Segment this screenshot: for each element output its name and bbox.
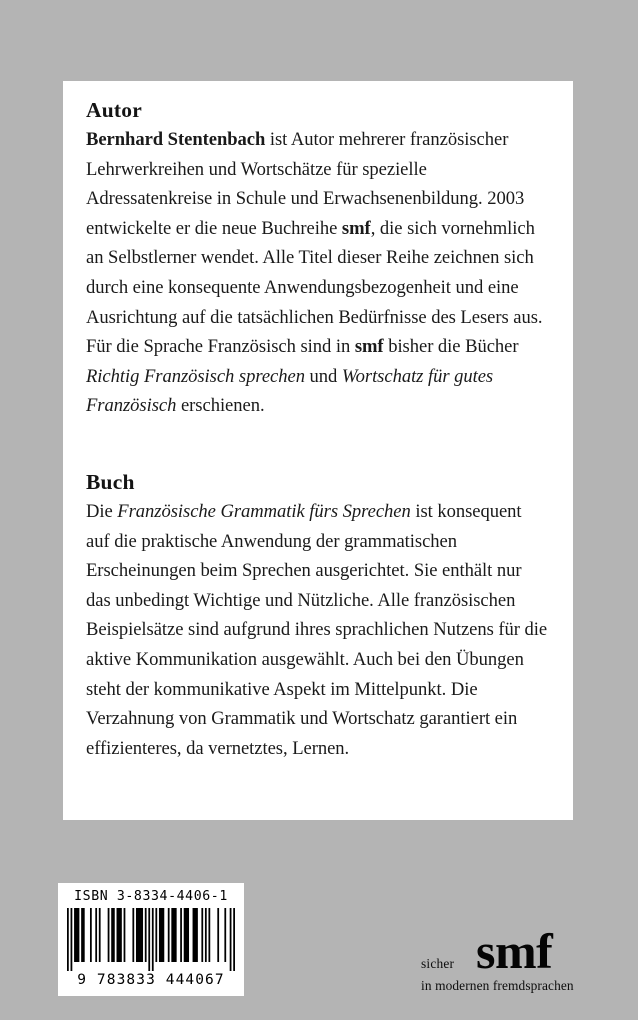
cover-text-panel xyxy=(63,81,573,820)
barcode-icon xyxy=(67,908,235,971)
isbn-label: ISBN 3-8334-4406-1 xyxy=(74,889,228,904)
text-run: erschienen. xyxy=(176,395,265,417)
emphasis-bold: smf xyxy=(341,217,371,239)
logo-top-row xyxy=(420,923,576,979)
section-body-buch xyxy=(86,497,549,763)
emphasis-italic: Wortschatz für gutes Französisch xyxy=(86,365,494,417)
section-heading-autor: Autor xyxy=(86,98,142,122)
cover-panel-inner xyxy=(86,98,549,763)
emphasis-italic: Richtig Französisch sprechen xyxy=(86,365,305,387)
text-run: und xyxy=(304,365,342,387)
logo-tagline: in modernen fremdsprachen xyxy=(421,977,574,993)
isbn-barcode-block xyxy=(58,883,244,996)
text-run: ist konsequent auf die praktische Anwendung der grammatischen Erscheinungen beim Sprechen ausgerichtet. Sie enthält nur das unbedingt Wichtige und Nützliche. Alle französischen Beispielsätze sind aufgrund ihres sprachlichen Nutzens für die aktive Kommunikation ausgewählt. Auch bei den Übungen steht der kommunikative Aspekt im Mittelpunkt. Die Verzahnung von Grammatik und Wortschatz garantiert ein effizienteres, da vernetztes, Lernen. xyxy=(86,501,548,759)
emphasis-italic: Französische Grammatik fürs Sprechen xyxy=(117,501,411,523)
logo-wordmark-smf: smf xyxy=(476,923,553,979)
text-run: , die sich vornehmlich an Selbstlerner wendet. Alle Titel dieser Reihe zeichnen sich durch eine konsequente Anwendungsbezogenheit und eine Ausrichtung auf die tatsächlichen Bedürfnisse des Lesers aus. Für die Sprache Französisch sind in xyxy=(86,217,543,358)
text-run: ist Autor mehrerer französischer Lehrwerkreihen und Wortschätze für spezielle Adressatenkreise in Schule und Erwachsenenbildung. 2003 entwickelte er die neue Buchreihe xyxy=(86,129,525,239)
text-run: bisher die Bücher xyxy=(383,336,519,358)
section-body-autor xyxy=(86,125,549,421)
text-run: Die xyxy=(86,501,118,523)
publisher-logo xyxy=(420,923,576,993)
section-buch xyxy=(86,470,549,763)
section-autor xyxy=(86,98,549,421)
section-heading-buch: Buch xyxy=(86,470,135,495)
barcode-digits: 9 783833 444067 xyxy=(77,972,225,989)
logo-prefix-text: sicher xyxy=(421,955,455,971)
emphasis-bold: Bernhard Stentenbach xyxy=(86,129,266,151)
emphasis-bold: smf xyxy=(354,336,384,358)
